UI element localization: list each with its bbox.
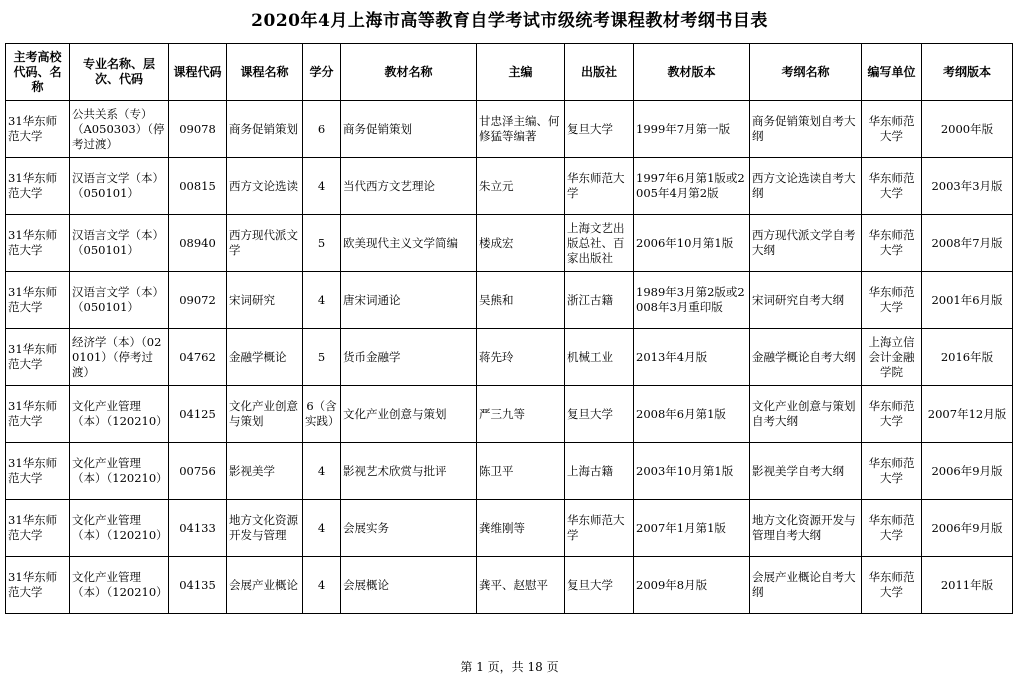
cell-syllabus-version: 2006年9月版 — [922, 443, 1013, 500]
cell-course-code: 04125 — [169, 386, 227, 443]
cell-author-unit: 华东师范大学 — [862, 557, 922, 614]
table-row — [6, 443, 1013, 500]
table-row — [6, 101, 1013, 158]
cell-edition: 2013年4月版 — [634, 329, 750, 386]
table-row — [6, 272, 1013, 329]
cell-edition: 1999年7月第一版 — [634, 101, 750, 158]
table-row — [6, 557, 1013, 614]
cell-publisher: 复旦大学 — [565, 557, 634, 614]
cell-textbook: 文化产业创意与策划 — [341, 386, 477, 443]
cell-author-unit: 华东师范大学 — [862, 158, 922, 215]
cell-major: 经济学（本）（020101）（停考过渡） — [70, 329, 169, 386]
cell-course-name: 影视美学 — [227, 443, 303, 500]
col-header-publisher: 出版社 — [565, 44, 634, 101]
col-header-edition: 教材版本 — [634, 44, 750, 101]
cell-textbook: 会展概论 — [341, 557, 477, 614]
col-header-author-unit: 编写单位 — [862, 44, 922, 101]
col-header-school: 主考高校代码、名称 — [6, 44, 70, 101]
col-header-major: 专业名称、层次、代码 — [70, 44, 169, 101]
cell-edition: 1989年3月第2版或2008年3月重印版 — [634, 272, 750, 329]
page-title: 2020年4月上海市高等教育自学考试市级统考课程教材考纲书目表 — [251, 11, 768, 31]
cell-syllabus-version: 2003年3月版 — [922, 158, 1013, 215]
table-row — [6, 158, 1013, 215]
cell-course-name: 地方文化资源开发与管理 — [227, 500, 303, 557]
cell-course-name: 西方现代派文学 — [227, 215, 303, 272]
cell-syllabus-version: 2007年12月版 — [922, 386, 1013, 443]
col-header-editor: 主编 — [477, 44, 565, 101]
cell-publisher: 上海古籍 — [565, 443, 634, 500]
cell-major: 汉语言文学（本）（050101） — [70, 215, 169, 272]
cell-syllabus: 宋词研究自考大纲 — [750, 272, 862, 329]
cell-author-unit: 华东师范大学 — [862, 101, 922, 158]
cell-credits: 5 — [303, 329, 341, 386]
cell-school: 31华东师范大学 — [6, 557, 70, 614]
cell-course-code: 09072 — [169, 272, 227, 329]
table-row — [6, 215, 1013, 272]
cell-course-name: 金融学概论 — [227, 329, 303, 386]
cell-syllabus: 文化产业创意与策划自考大纲 — [750, 386, 862, 443]
cell-syllabus: 金融学概论自考大纲 — [750, 329, 862, 386]
cell-author-unit: 华东师范大学 — [862, 500, 922, 557]
col-header-textbook: 教材名称 — [341, 44, 477, 101]
table-row — [6, 386, 1013, 443]
cell-edition: 2006年10月第1版 — [634, 215, 750, 272]
cell-syllabus-version: 2006年9月版 — [922, 500, 1013, 557]
header-row — [6, 44, 1013, 101]
cell-course-name: 西方文论选读 — [227, 158, 303, 215]
cell-editor: 吴熊和 — [477, 272, 565, 329]
cell-editor: 严三九等 — [477, 386, 565, 443]
cell-syllabus: 商务促销策划自考大纲 — [750, 101, 862, 158]
cell-credits: 6（含实践） — [303, 386, 341, 443]
cell-school: 31华东师范大学 — [6, 386, 70, 443]
cell-credits: 4 — [303, 557, 341, 614]
cell-course-code: 04762 — [169, 329, 227, 386]
cell-textbook: 会展实务 — [341, 500, 477, 557]
cell-edition: 2003年10月第1版 — [634, 443, 750, 500]
cell-syllabus: 会展产业概论自考大纲 — [750, 557, 862, 614]
cell-syllabus: 西方现代派文学自考大纲 — [750, 215, 862, 272]
cell-course-code: 08940 — [169, 215, 227, 272]
cell-author-unit: 华东师范大学 — [862, 443, 922, 500]
cell-textbook: 唐宋词通论 — [341, 272, 477, 329]
cell-school: 31华东师范大学 — [6, 215, 70, 272]
cell-syllabus-version: 2016年版 — [922, 329, 1013, 386]
cell-publisher: 浙江古籍 — [565, 272, 634, 329]
cell-publisher: 机械工业 — [565, 329, 634, 386]
cell-syllabus: 影视美学自考大纲 — [750, 443, 862, 500]
cell-publisher: 上海文艺出版总社、百家出版社 — [565, 215, 634, 272]
cell-credits: 4 — [303, 443, 341, 500]
catalog-table — [5, 43, 1013, 614]
cell-major: 文化产业管理（本）（120210） — [70, 386, 169, 443]
cell-credits: 4 — [303, 158, 341, 215]
cell-course-code: 00756 — [169, 443, 227, 500]
cell-school: 31华东师范大学 — [6, 158, 70, 215]
cell-editor: 楼成宏 — [477, 215, 565, 272]
col-header-credits: 学分 — [303, 44, 341, 101]
col-header-syllabus-version: 考纲版本 — [922, 44, 1013, 101]
cell-major: 文化产业管理（本）（120210） — [70, 557, 169, 614]
cell-credits: 4 — [303, 500, 341, 557]
col-header-syllabus: 考纲名称 — [750, 44, 862, 101]
cell-author-unit: 华东师范大学 — [862, 215, 922, 272]
cell-course-name: 会展产业概论 — [227, 557, 303, 614]
cell-textbook: 商务促销策划 — [341, 101, 477, 158]
col-header-course-name: 课程名称 — [227, 44, 303, 101]
cell-credits: 5 — [303, 215, 341, 272]
cell-credits: 4 — [303, 272, 341, 329]
cell-editor: 蒋先玲 — [477, 329, 565, 386]
cell-author-unit: 上海立信会计金融学院 — [862, 329, 922, 386]
cell-syllabus: 西方文论选读自考大纲 — [750, 158, 862, 215]
cell-course-code: 04133 — [169, 500, 227, 557]
cell-author-unit: 华东师范大学 — [862, 386, 922, 443]
cell-school: 31华东师范大学 — [6, 329, 70, 386]
cell-course-name: 文化产业创意与策划 — [227, 386, 303, 443]
cell-major: 文化产业管理（本）（120210） — [70, 500, 169, 557]
cell-editor: 龚平、赵慰平 — [477, 557, 565, 614]
cell-syllabus-version: 2001年6月版 — [922, 272, 1013, 329]
cell-edition: 2008年6月第1版 — [634, 386, 750, 443]
cell-editor: 朱立元 — [477, 158, 565, 215]
cell-editor: 陈卫平 — [477, 443, 565, 500]
cell-textbook: 欧美现代主义文学简编 — [341, 215, 477, 272]
cell-course-code: 00815 — [169, 158, 227, 215]
cell-syllabus-version: 2000年版 — [922, 101, 1013, 158]
cell-course-name: 商务促销策划 — [227, 101, 303, 158]
cell-major: 汉语言文学（本）（050101） — [70, 272, 169, 329]
cell-course-code: 09078 — [169, 101, 227, 158]
cell-course-code: 04135 — [169, 557, 227, 614]
cell-credits: 6 — [303, 101, 341, 158]
cell-school: 31华东师范大学 — [6, 101, 70, 158]
page-number: 第 1 页，共 18 页 — [460, 660, 559, 674]
cell-major: 公共关系（专）（A050303）（停考过渡） — [70, 101, 169, 158]
cell-edition: 1997年6月第1版或2005年4月第2版 — [634, 158, 750, 215]
cell-publisher: 复旦大学 — [565, 101, 634, 158]
cell-course-name: 宋词研究 — [227, 272, 303, 329]
cell-major: 汉语言文学（本）（050101） — [70, 158, 169, 215]
cell-edition: 2007年1月第1版 — [634, 500, 750, 557]
cell-syllabus-version: 2008年7月版 — [922, 215, 1013, 272]
cell-editor: 甘忠泽主编、何修猛等编著 — [477, 101, 565, 158]
col-header-course-code: 课程代码 — [169, 44, 227, 101]
cell-major: 文化产业管理（本）（120210） — [70, 443, 169, 500]
cell-school: 31华东师范大学 — [6, 272, 70, 329]
table-row — [6, 500, 1013, 557]
cell-publisher: 华东师范大学 — [565, 500, 634, 557]
cell-publisher: 复旦大学 — [565, 386, 634, 443]
table-row — [6, 329, 1013, 386]
cell-textbook: 当代西方文艺理论 — [341, 158, 477, 215]
cell-editor: 龚维刚等 — [477, 500, 565, 557]
cell-textbook: 货币金融学 — [341, 329, 477, 386]
cell-school: 31华东师范大学 — [6, 500, 70, 557]
cell-author-unit: 华东师范大学 — [862, 272, 922, 329]
cell-syllabus: 地方文化资源开发与管理自考大纲 — [750, 500, 862, 557]
cell-publisher: 华东师范大学 — [565, 158, 634, 215]
cell-syllabus-version: 2011年版 — [922, 557, 1013, 614]
cell-textbook: 影视艺术欣赏与批评 — [341, 443, 477, 500]
table-body — [6, 101, 1013, 614]
cell-school: 31华东师范大学 — [6, 443, 70, 500]
cell-edition: 2009年8月版 — [634, 557, 750, 614]
